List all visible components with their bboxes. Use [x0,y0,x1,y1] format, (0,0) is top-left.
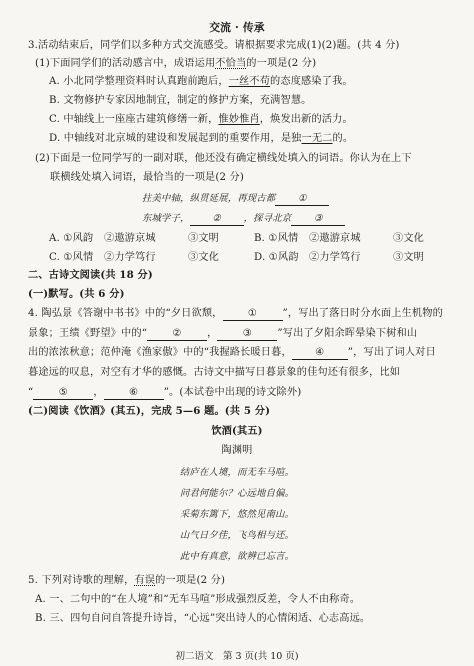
q3-2-option-a: A. ①风韵 [49,233,94,244]
poem-line: 采菊东篱下，悠然见南山。 [179,509,295,520]
part2-sub1: (一)默写。(共 6 分) [28,288,125,300]
poem-line: 结庐在人境，而无车马喧。 [179,467,295,478]
q3-stem: 3.活动结束后，同学们以多种方式交流感受。请根据要求完成(1)(2)题。(共 4 分) [28,40,400,51]
q3-2-stem-line1: (2)下面是一位同学写的一副对联，他还没有确定横线处填入的词语。你认为在上下 [35,153,412,164]
q5-stem: 5. 下列对诗歌的理解，有误的一项是(2 分) [28,575,226,586]
q4-line5: “ ⑤ ， ⑥ ”。(本试卷中出现的诗文除外) [28,387,302,398]
q4-line2: 景象；王绩《野望》中的“ ② ， ③ ”写出了夕阳余晖晕染下树和山 [28,328,418,339]
poem-line: 山气日夕佳，飞鸟相与还。 [179,530,295,541]
part2-title: 二、古诗文阅读(共 18 分) [28,269,153,281]
q3-1-option-b: B. 文物修护专家因地制宜，制定的修护方案，充满智慧。 [49,95,312,106]
q3-1-option-c: C. 中轴线上一座座古建筑修缮一新，惟妙惟肖，焕发出新的活力。 [49,114,353,125]
q3-1-option-a: A. 小北同学整理资料时认真跑前跑后，一丝不苟的态度感染了我。 [49,76,353,87]
exam-page: 交流 · 传承 3.活动结束后，同学们以多种方式交流感受。请根据要求完成(1)(2)题。(共 4 分) (1)下面同学们的活动感言中，成语运用不恰当的一项是(2 分) A. 小北同学整理资料时认真跑前跑后，一丝不苟的态度感染了我。 B. 文物修护专家因地制宜，制定的修护方案，充满智慧。 C. 中轴线上一座座古建筑修缮一新，惟妙惟肖，焕发出新的活力。 D. 中轴线对北京城的建设和发展起到的重要作用，是独一无二的。 (2)下面是一位同学写的一副对联，他还没有确定横线处填入的词语。你认为在上下 联横线处填入词语，最恰当的一项是(2 分) 拄美中轴，纵贯延展，再现古都 ① 东城学子， ② ，探寻北京 ③ A. ①风韵 ②遨游京城 ③文明 B. ①风情 ②遨游京城 ③文化 C. ①风情 ②力学笃行 ③文化 D. ①风韵 ②力学笃行 ③文明 二、古诗文阅读(共 18 分) (一)默写。(共 6 分) 4. 陶弘景《答谢中书书》中的“夕日欲颓， ① ”，写出了落日时分水面上生机物的 景象；王绩《野望》中的“ ② ， ③ ”写出了夕阳余晖晕染下树和山 出的浓浓秋意；范仲淹《渔家傲》中的“我握路长暖日暮， ④ ”，写出了词人对日 暮途远的叹息，对空有才华的感慨。古诗文中描写日暮景象的佳句还有很多，比如 “ ⑤ ， ⑥ ”。(本试卷中出现的诗文除外) (二)阅读《饮酒》(其五)，完成 5—6 题。(共 5 分) 饮酒(其五) 陶渊明 结庐在人境，而无车马喧。 问君何能尔？心远地自偏。 采菊东篱下，悠然见南山。 山气日夕佳，飞鸟相与还。 此中有真意，欲辨已忘言。 5. 下列对诗歌的理解，有误的一项是(2 分) A. 一、二句中的“在人境”和“无车马喧”形成强烈反差，令人不由称奇。 B. 三、四句自问自答提升诗旨，“心远”突出诗人的心情闲适、心志高远。 初二语文 第 3 页(共 10 页) [0,0,474,666]
couplet-lower: 东城学子， ② ，探寻北京 ③ [142,212,345,226]
couplet-upper: 拄美中轴，纵贯延展，再现古都 ① [142,192,329,206]
q3-2-option-b: B. ①风情 [254,233,299,244]
page-footer: 初二语文 第 3 页(共 10 页) [175,651,299,662]
q3-1-option-d: D. 中轴线对北京城的建设和发展起到的重要作用，是独一无二的。 [49,133,354,144]
q5-option-a: A. 一、二句中的“在人境”和“无车马喧”形成强烈反差，令人不由称奇。 [35,594,361,605]
q3-2-stem-line2: 联横线处填入词语，最恰当的一项是(2 分) [50,172,245,183]
part2-sub2: (二)阅读《饮酒》(其五)，完成 5—6 题。(共 5 分) [28,405,271,417]
poem-title: 饮酒(其五) [211,425,263,437]
q4-line1: 4. 陶弘景《答谢中书书》中的“夕日欲颓， ① ”，写出了落日时分水面上生机物的 [28,308,443,319]
section-title: 交流 · 传承 [209,21,265,34]
poem-line: 此中有真意，欲辨已忘言。 [179,551,295,562]
q3-2-option-d: D. ①风韵 [254,252,299,263]
q4-line4: 暮途远的叹息，对空有才华的感慨。古诗文中描写日暮景象的佳句还有很多，比如 [28,367,401,378]
q3-2-option-c: C. ①风情 [49,252,94,263]
q3-1-stem: (1)下面同学们的活动感言中，成语运用不恰当的一项是(2 分) [35,58,317,69]
q5-option-b: B. 三、四句自问自答提升诗旨，“心远”突出诗人的心情闲适、心志高远。 [35,613,371,624]
q4-line3: 出的浓浓秋意；范仲淹《渔家傲》中的“我握路长暖日暮， ④ ”，写出了词人对日 [28,347,436,358]
poem-author: 陶渊明 [221,445,253,456]
poem-line: 问君何能尔？心远地自偏。 [179,488,295,499]
